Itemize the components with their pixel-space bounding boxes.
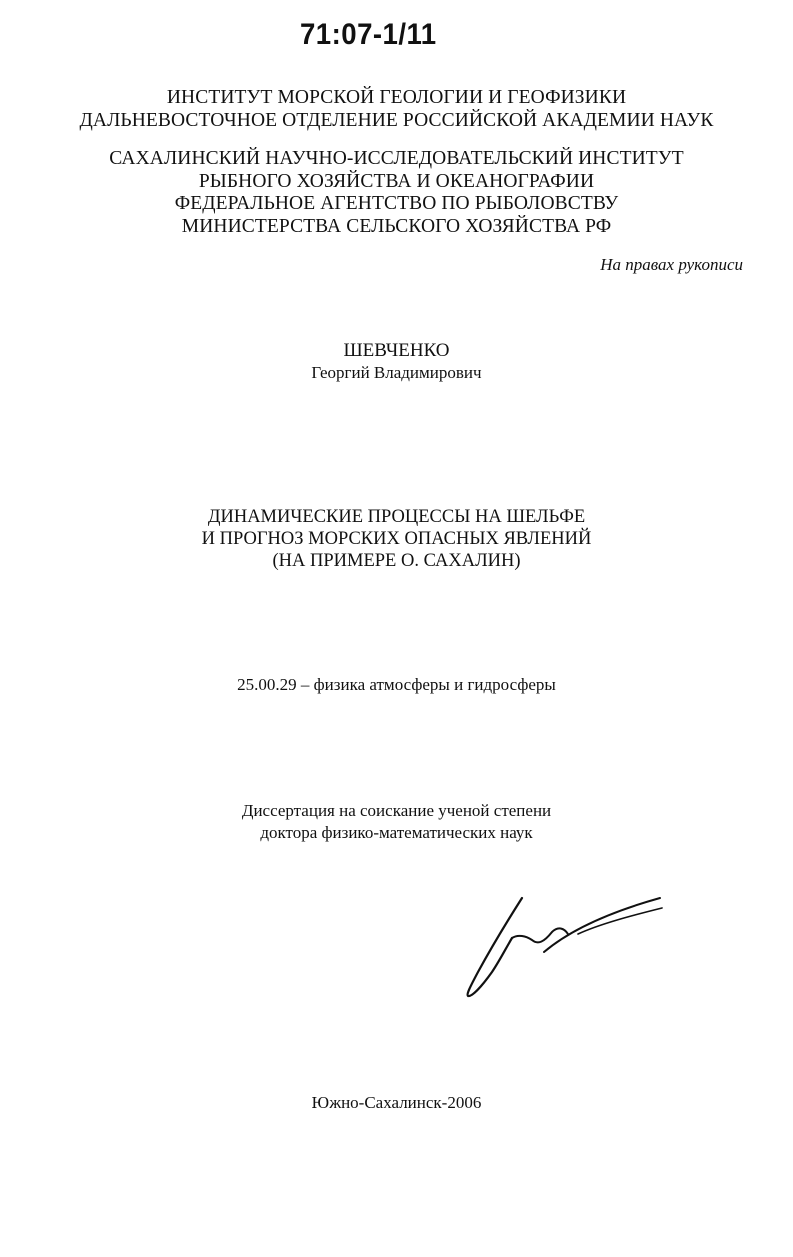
title-line-3: (НА ПРИМЕРЕ О. САХАЛИН): [272, 551, 521, 571]
institution-1-line-2: ДАЛЬНЕВОСТОЧНОЕ ОТДЕЛЕНИЕ РОССИЙСКОЙ АКАДЕМИИ НАУК: [79, 109, 714, 131]
degree-line-1: Диссертация на соискание ученой степени: [241, 801, 552, 820]
institution-2-line-4: МИНИСТЕРСТВА СЕЛЬСКОГО ХОЗЯЙСТВА РФ: [181, 215, 612, 237]
handwritten-signature: [460, 890, 670, 1005]
title-line-2: И ПРОГНОЗ МОРСКИХ ОПАСНЫХ ЯВЛЕНИЙ: [201, 529, 592, 549]
dissertation-title: [0, 506, 793, 572]
institution-block-2: [0, 148, 793, 238]
author-block: [0, 340, 793, 384]
manuscript-rights-note: На правах рукописи: [600, 255, 743, 274]
specialty-code: 25.00.29 – физика атмосферы и гидросферы: [237, 675, 556, 694]
author-surname: ШЕВЧЕНКО: [343, 340, 450, 361]
title-line-1: ДИНАМИЧЕСКИЕ ПРОЦЕССЫ НА ШЕЛЬФЕ: [207, 507, 586, 527]
degree-line-2: доктора физико-математических наук: [260, 823, 533, 842]
author-given-names: Георгий Владимирович: [311, 363, 482, 382]
archive-code: 71:07-1/11: [300, 18, 437, 51]
institution-2-line-2: РЫБНОГО ХОЗЯЙСТВА И ОКЕАНОГРАФИИ: [198, 170, 595, 192]
institution-2-line-1: САХАЛИНСКИЙ НАУЧНО-ИССЛЕДОВАТЕЛЬСКИЙ ИНСТИТУТ: [109, 148, 684, 169]
institution-2-line-3: ФЕДЕРАЛЬНОЕ АГЕНТСТВО ПО РЫБОЛОВСТВУ: [174, 193, 619, 214]
degree-statement: [0, 800, 793, 844]
city-year: Южно-Сахалинск-2006: [311, 1093, 482, 1112]
institution-1-line-1: ИНСТИТУТ МОРСКОЙ ГЕОЛОГИИ И ГЕОФИЗИКИ: [166, 87, 627, 108]
institution-block-1: [0, 87, 793, 132]
